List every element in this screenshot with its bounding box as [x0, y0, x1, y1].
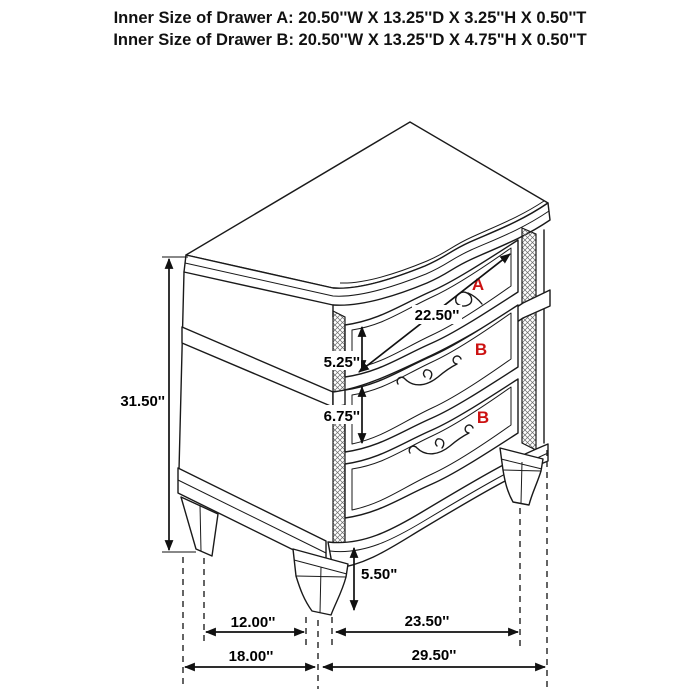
drawer-a-marker: A — [471, 275, 485, 294]
dimension-label-drawer-b-height: 6.75'' — [323, 408, 360, 425]
right-pilaster — [522, 228, 544, 450]
dimension-label-drawer-a-height: 5.25'' — [323, 354, 360, 371]
dimension-label-front-leg-span: 23.50'' — [404, 613, 450, 630]
dimension-label-overall-height: 31.50'' — [120, 393, 165, 410]
dimension-label-leg-height: 5.50" — [361, 566, 398, 583]
left-pilaster — [333, 311, 345, 551]
dimension-label-drawer-width: 22.50'' — [414, 307, 460, 324]
dimension-label-side-leg-span: 12.00'' — [230, 614, 276, 631]
dimension-label-front-width: 29.50'' — [411, 647, 457, 664]
drawer-b-bottom-marker: B — [476, 408, 490, 427]
header-line-2: Inner Size of Drawer B: 20.50''W X 13.25''D X 4.75"H X 0.50"T — [113, 30, 587, 49]
header-line-1: Inner Size of Drawer A: 20.50''W X 13.25''D X 3.25''H X 0.50''T — [113, 9, 587, 27]
dimension-label-side-depth: 18.00'' — [228, 648, 274, 665]
drawer-b-middle-marker: B — [474, 340, 488, 359]
